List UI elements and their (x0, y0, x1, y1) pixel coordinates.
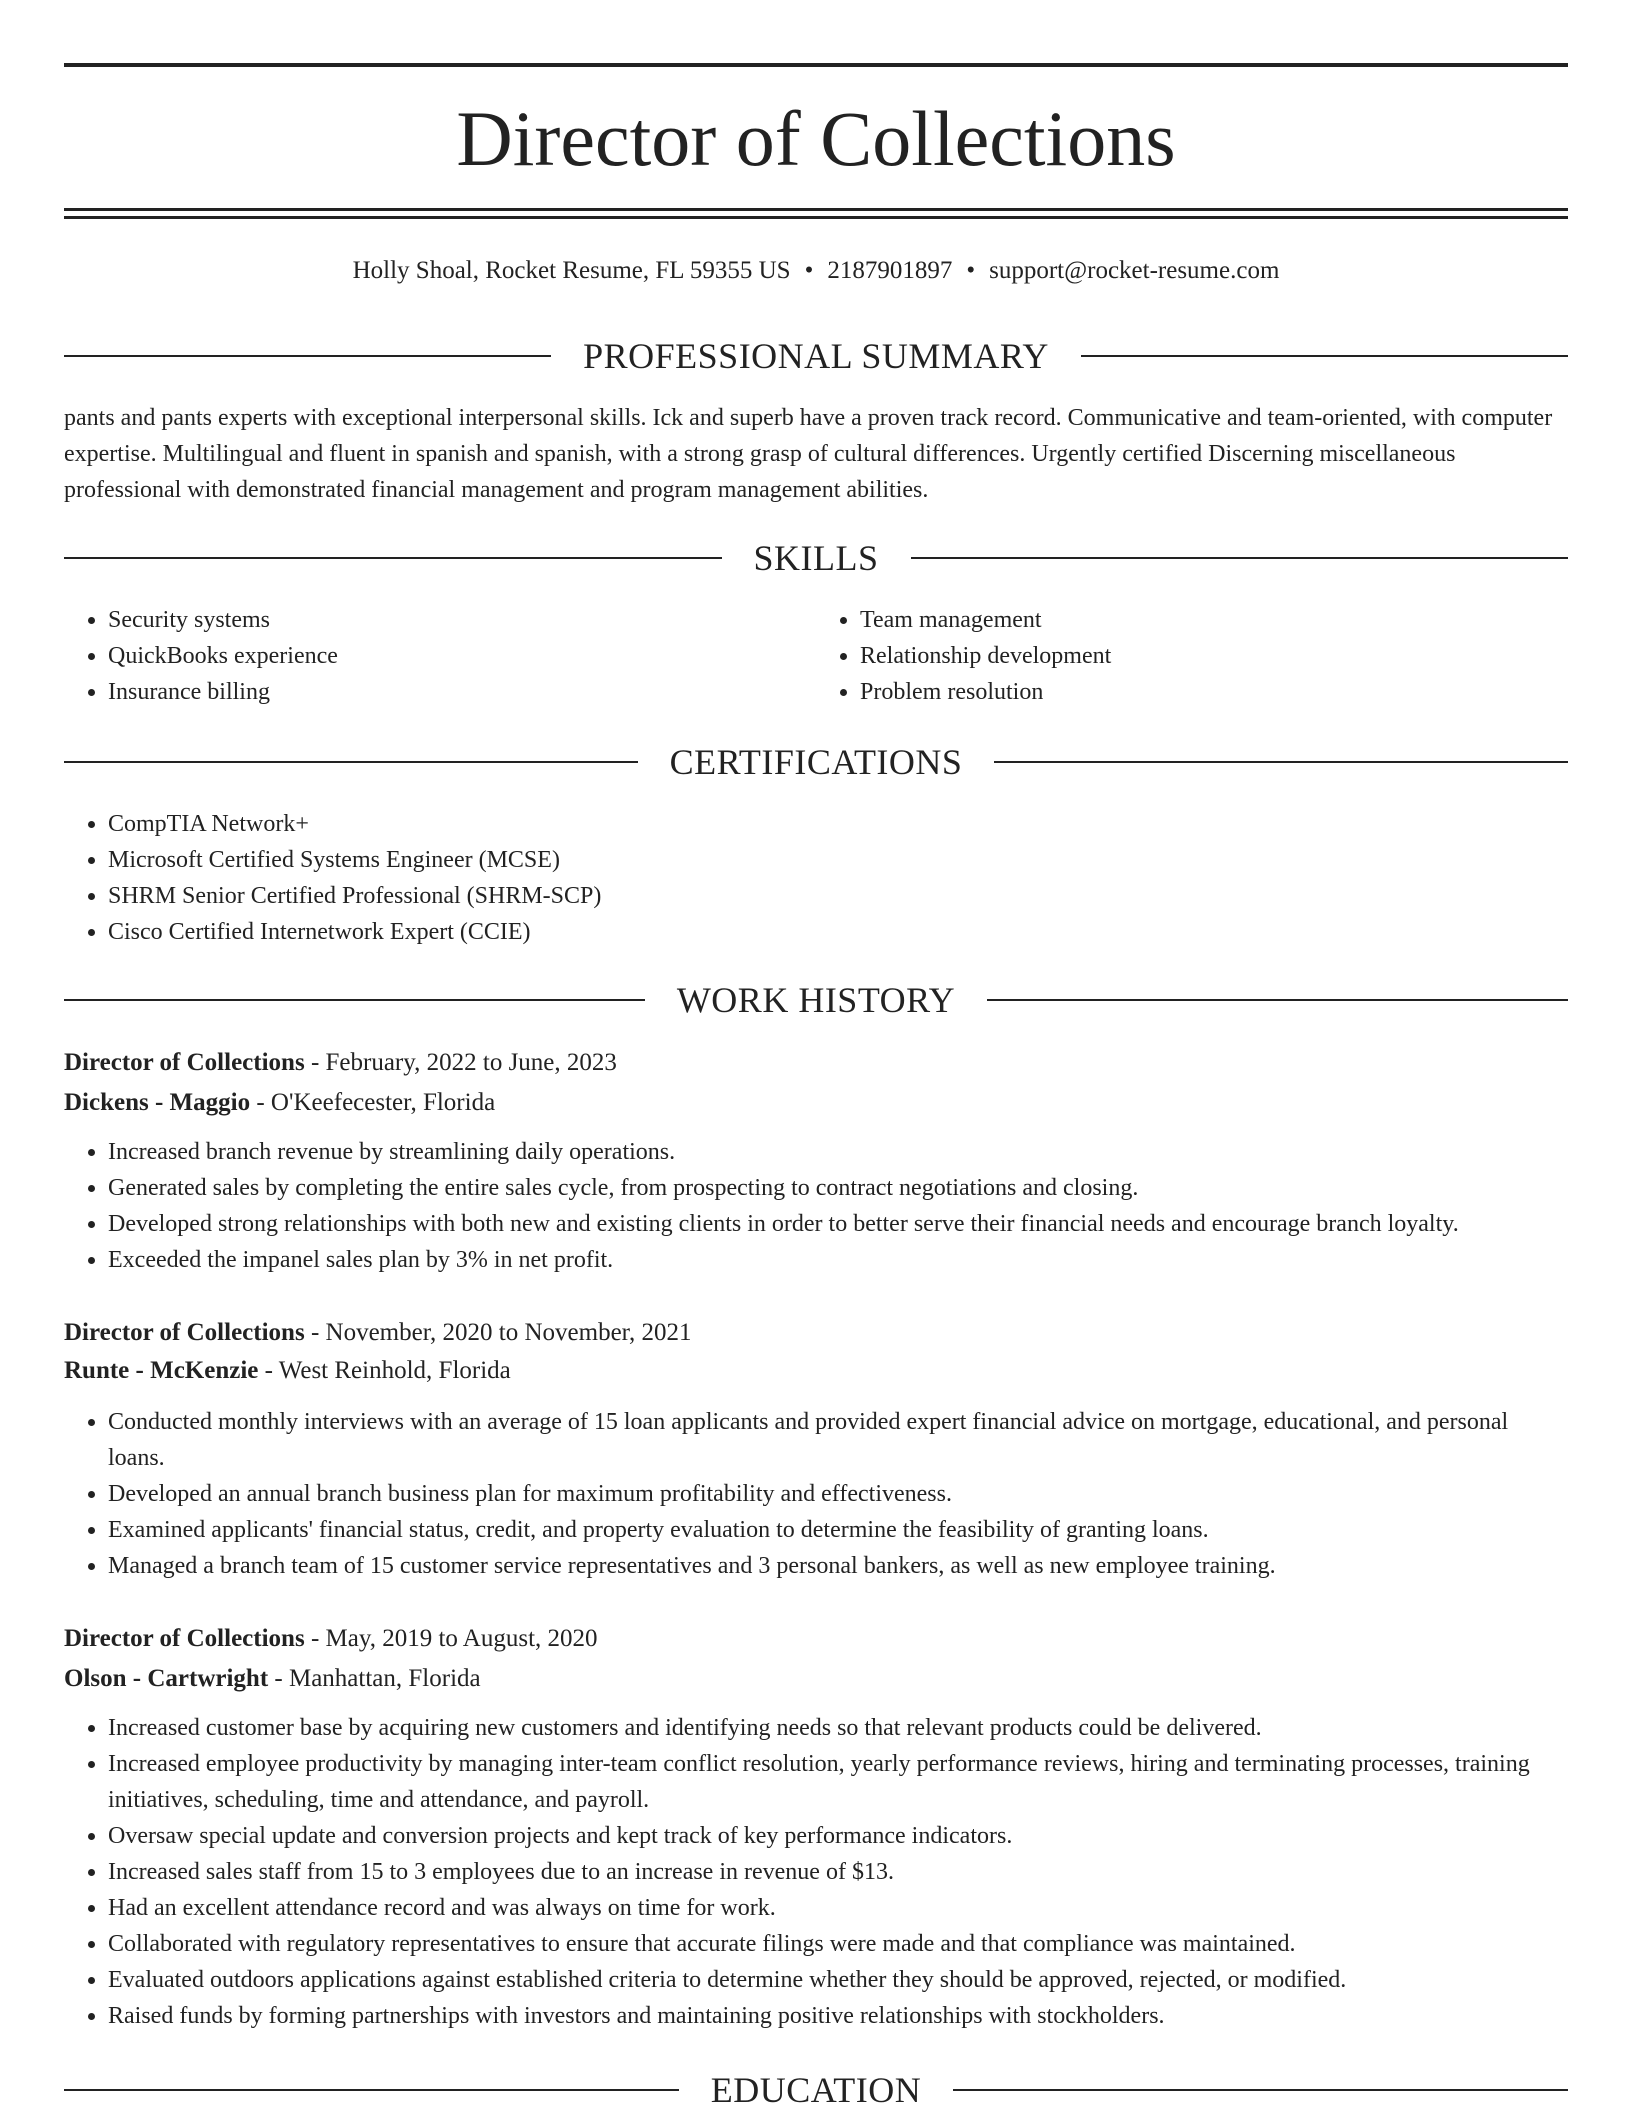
job-company-line (64, 1352, 1568, 1390)
certification-item: • CompTIA Network+ (108, 806, 1612, 842)
contact-separator: • (966, 257, 976, 284)
certification-item: • Cisco Certified Internetwork Expert (CCIE) (108, 914, 1612, 950)
heading-rule (994, 761, 1568, 763)
job-company-line (64, 1660, 1568, 1698)
certification-item: • Microsoft Certified Systems Engineer (MCSE) (108, 842, 1612, 878)
heading-rule (64, 999, 645, 1001)
job-entry (64, 1314, 1568, 1584)
skill-item: • Problem resolution (860, 674, 1568, 710)
job-bullet: • Increased sales staff from 15 to 3 employees due to an increase in revenue of $13. (108, 1854, 1568, 1890)
job-company: Olson - Cartwright (64, 1665, 269, 1692)
summary-text: pants and pants experts with exceptional interpersonal skills. Ick and superb have a proven track record. Communicative and team-oriented, with computer expertise. Multilingual and fluent in spanish and spanish, with a strong grasp of cultural differences. Urgently certified Discerning miscellaneous professional with demonstrated financial management and program management abilities. (64, 405, 1553, 503)
certifications-heading-text: CERTIFICATIONS (669, 742, 963, 782)
certification-item: • SHRM Senior Certified Professional (SHRM-SCP) (108, 878, 1612, 914)
skill-item: • Insurance billing (108, 674, 816, 710)
skill-item: • Relationship development (860, 638, 1568, 674)
job-location: - West Reinhold, Florida (258, 1357, 511, 1384)
job-location: - Manhattan, Florida (268, 1665, 481, 1692)
heading-rule (911, 557, 1569, 559)
job-entry (64, 1044, 1568, 1278)
job-bullet: • Exceeded the impanel sales plan by 3% in net profit. (108, 1242, 1568, 1278)
heading-rule (987, 999, 1568, 1001)
job-location: - O'Keefecester, Florida (250, 1089, 496, 1116)
heading-rule (64, 557, 722, 559)
heading-rule (953, 2089, 1568, 2091)
work-history-heading-text: WORK HISTORY (676, 980, 956, 1020)
job-bullets (64, 1134, 1568, 1278)
job-bullets (64, 1404, 1568, 1584)
job-bullet: • Collaborated with regulatory representatives to ensure that accurate filings were made and that compliance was maintained. (108, 1926, 1568, 1962)
job-bullet: • Generated sales by completing the entire sales cycle, from prospecting to contract negotiations and closing. (108, 1170, 1568, 1206)
heading-rule (64, 2089, 679, 2091)
job-bullet: • Increased customer base by acquiring new customers and identifying needs so that relevant products could be delivered. (108, 1710, 1568, 1746)
heading-rule (64, 761, 638, 763)
job-dates: - February, 2022 to June, 2023 (304, 1049, 617, 1076)
contact-phone[interactable]: 2187901897 (827, 257, 953, 284)
job-bullet: • Developed strong relationships with both new and existing clients in order to better serve their financial needs and encourage branch loyalty. (108, 1206, 1568, 1242)
job-bullet: • Managed a branch team of 15 customer service representatives and 3 personal bankers, as well as new employee training. (108, 1548, 1568, 1584)
job-bullet: • Conducted monthly interviews with an average of 15 loan applicants and provided expert financial advice on mortgage, educational, and personal loans. (108, 1404, 1568, 1476)
skill-item: • Security systems (108, 602, 816, 638)
job-company-line (64, 1084, 1568, 1122)
job-bullet: • Raised funds by forming partnerships with investors and maintaining positive relationships with stockholders. (108, 1998, 1568, 2034)
summary-heading (64, 336, 1568, 376)
skill-item: • QuickBooks experience (108, 638, 816, 674)
job-entry (64, 1620, 1568, 2034)
contact-line (64, 256, 1568, 286)
job-company: Runte - McKenzie (64, 1357, 259, 1384)
heading-rule (64, 355, 551, 357)
work-history-heading (64, 980, 1568, 1020)
job-bullet: • Increased employee productivity by managing inter-team conflict resolution, yearly performance reviews, hiring and terminating processes, training initiatives, scheduling, time and attendance, and payroll. (108, 1746, 1568, 1818)
title-double-rule (64, 208, 1568, 219)
job-title: Director of Collections (64, 1625, 305, 1652)
skills-heading (64, 538, 1568, 578)
job-bullet: • Increased branch revenue by streamlining daily operations. (108, 1134, 1568, 1170)
contact-email[interactable]: support@rocket-resume.com (989, 257, 1280, 284)
contact-separator: • (804, 257, 814, 284)
heading-rule (1081, 355, 1568, 357)
page-title: Director of Collections (456, 95, 1176, 182)
skills-column-left (64, 602, 816, 710)
skills-list (64, 602, 1568, 710)
job-title-line (64, 1620, 1568, 1658)
contact-address: Holly Shoal, Rocket Resume, FL 59355 US (352, 257, 791, 284)
job-dates: - November, 2020 to November, 2021 (304, 1319, 692, 1346)
certifications-list (64, 806, 1612, 950)
skills-column-right (816, 602, 1568, 710)
certifications-heading (64, 742, 1568, 782)
top-rule (64, 63, 1568, 67)
job-title: Director of Collections (64, 1049, 305, 1076)
education-heading (64, 2070, 1568, 2110)
skill-item: • Team management (860, 602, 1568, 638)
education-heading-text: EDUCATION (710, 2070, 922, 2110)
job-company: Dickens - Maggio (64, 1089, 251, 1116)
job-bullet: • Examined applicants' financial status, credit, and property evaluation to determine the feasibility of granting loans. (108, 1512, 1568, 1548)
job-bullet: • Had an excellent attendance record and was always on time for work. (108, 1890, 1568, 1926)
job-dates: - May, 2019 to August, 2020 (304, 1625, 598, 1652)
summary-heading-text: PROFESSIONAL SUMMARY (583, 336, 1049, 376)
job-title: Director of Collections (64, 1319, 305, 1346)
skills-heading-text: SKILLS (753, 538, 879, 578)
job-title-line (64, 1314, 1568, 1352)
job-bullet: • Oversaw special update and conversion projects and kept track of key performance indicators. (108, 1818, 1568, 1854)
job-bullets (64, 1710, 1568, 2034)
job-bullet: • Evaluated outdoors applications against established criteria to determine whether they should be approved, rejected, or modified. (108, 1962, 1568, 1998)
job-title-line (64, 1044, 1568, 1082)
job-bullet: • Developed an annual branch business plan for maximum profitability and effectiveness. (108, 1476, 1568, 1512)
